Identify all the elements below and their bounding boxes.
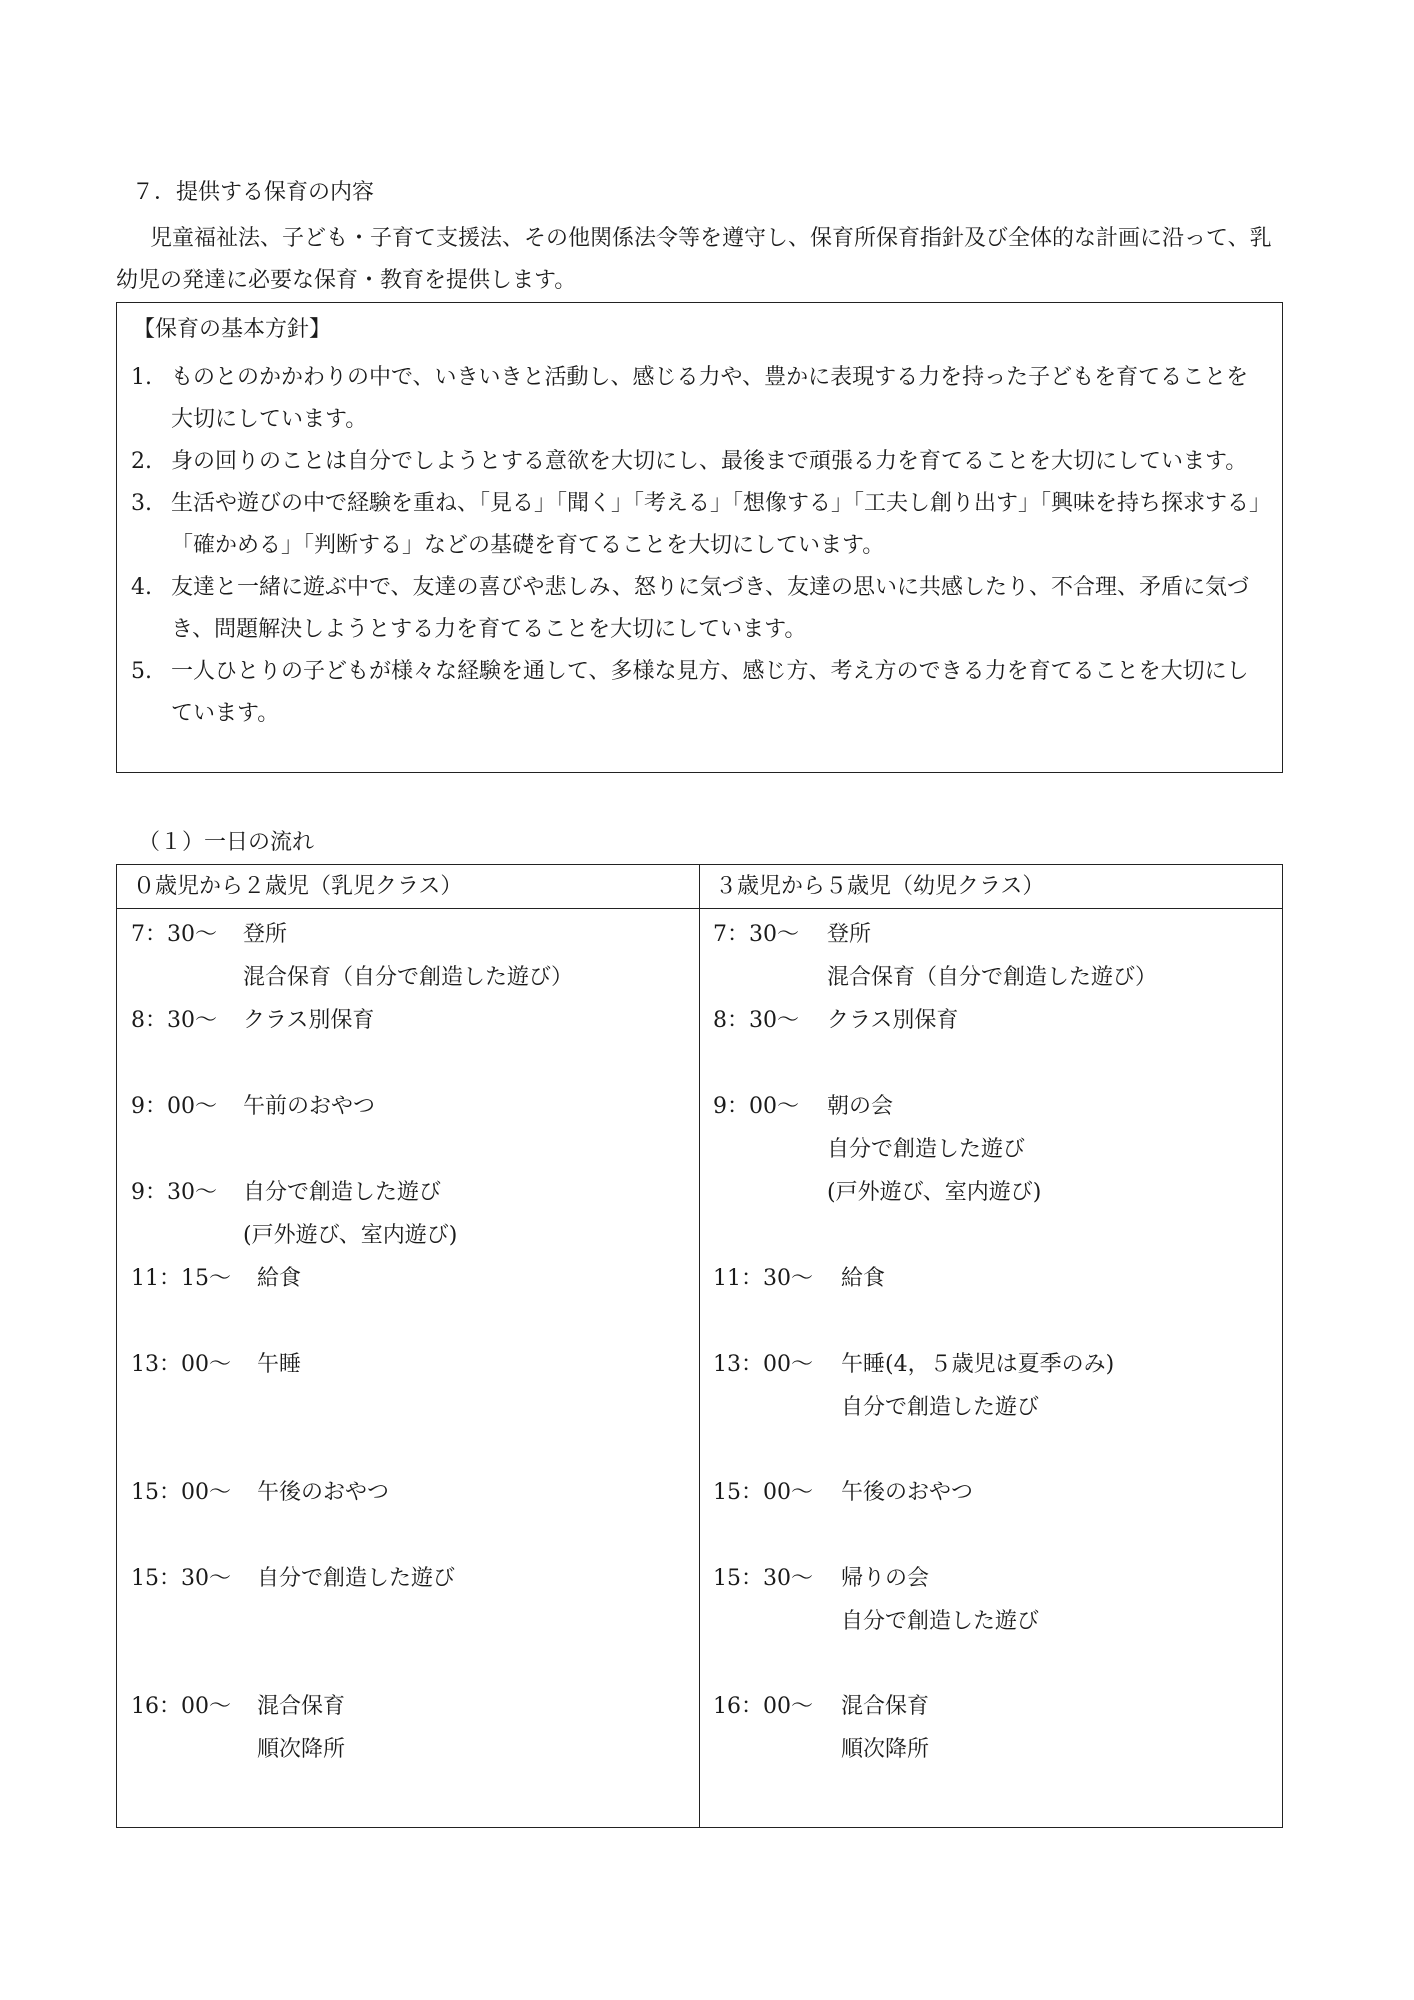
- schedule-activity: 午睡(4，５歳児は夏季のみ): [841, 1352, 1115, 1377]
- schedule-activity: 自分で創造した遊び: [257, 1566, 456, 1591]
- schedule-time: 13：00～: [713, 1352, 813, 1377]
- policy-item-number: 3.: [131, 491, 152, 516]
- schedule-activity-detail: 自分で創造した遊び: [841, 1609, 1040, 1634]
- schedule-activity: 朝の会: [827, 1094, 894, 1119]
- policy-item-number: 2.: [131, 449, 152, 474]
- schedule-activity-detail: 混合保育（自分で創造した遊び）: [827, 965, 1158, 990]
- column-divider: [699, 865, 700, 1827]
- schedule-time: 7：30～: [131, 922, 217, 947]
- policy-item: [131, 357, 1268, 441]
- schedule-activity-detail: (戸外遊び、室内遊び): [243, 1223, 458, 1248]
- policy-item: [131, 441, 1268, 483]
- schedule-time: 9：00～: [713, 1094, 799, 1119]
- schedule-activity: 午睡: [257, 1352, 302, 1377]
- policy-box: [116, 302, 1283, 773]
- infant-column-header: ０歳児から２歳児（乳児クラス）: [117, 865, 699, 909]
- schedule-time: 15：00～: [713, 1480, 813, 1505]
- schedule-activity: 帰りの会: [841, 1566, 930, 1591]
- policy-item-text: ものとのかかわりの中で、いきいきと活動し、感じる力や、豊かに表現する力を持った子どもを育てることを大切にしています。: [171, 365, 1249, 432]
- schedule-time: 9：30～: [131, 1180, 217, 1205]
- policy-item-number: 4.: [131, 575, 152, 600]
- toddler-column-header: ３歳児から５歳児（幼児クラス）: [699, 865, 1282, 909]
- schedule-activity: 午前のおやつ: [243, 1094, 376, 1119]
- policy-item-text: 身の回りのことは自分でしようとする意欲を大切にし、最後まで頑張る力を育てることを大切にしています。: [171, 449, 1248, 474]
- schedule-time: 16：00～: [131, 1694, 231, 1719]
- schedule-activity: 給食: [841, 1266, 886, 1291]
- schedule-activity-detail: 混合保育（自分で創造した遊び）: [243, 965, 574, 990]
- schedule-activity: 混合保育: [257, 1694, 346, 1719]
- schedule-time: 15：30～: [131, 1566, 231, 1591]
- policy-item-text: 一人ひとりの子どもが様々な経験を通して、多様な見方、感じ方、考え方のできる力を育てることを大切にしています。: [171, 659, 1249, 726]
- schedule-activity: 午後のおやつ: [841, 1480, 974, 1505]
- policy-item: [131, 567, 1268, 651]
- schedule-time: 11：15～: [131, 1266, 231, 1291]
- schedule-activity: クラス別保育: [243, 1008, 375, 1033]
- schedule-activity: 自分で創造した遊び: [243, 1180, 442, 1205]
- schedule-activity: クラス別保育: [827, 1008, 959, 1033]
- schedule-time: 15：30～: [713, 1566, 813, 1591]
- policy-heading: 【保育の基本方針】: [133, 317, 332, 342]
- policy-item-text: 生活や遊びの中で経験を重ね、「見る」「聞く」「考える」「想像する」「工夫し創り出す」「興味を持ち探求する」「確かめる」「判断する」などの基礎を育てることを大切にしています。: [171, 491, 1261, 558]
- schedule-caption: （１）一日の流れ: [138, 830, 315, 855]
- schedule-activity: 午後のおやつ: [257, 1480, 390, 1505]
- policy-item-number: 1.: [131, 365, 152, 390]
- schedule-time: 11：30～: [713, 1266, 813, 1291]
- schedule-activity: 混合保育: [841, 1694, 930, 1719]
- intro-paragraph: 児童福祉法、子ども・子育て支援法、その他関係法令等を遵守し、保育所保育指針及び全体的な計画に沿って、乳幼児の発達に必要な保育・教育を提供します。: [116, 226, 1272, 293]
- daily-schedule-table: [116, 864, 1283, 1828]
- schedule-time: 8：30～: [131, 1008, 217, 1033]
- policy-item-text: 友達と一緒に遊ぶ中で、友達の喜びや悲しみ、怒りに気づき、友達の思いに共感したり、不合理、矛盾に気づき、問題解決しようとする力を育てることを大切にしています。: [171, 575, 1250, 642]
- policy-item: [131, 651, 1268, 735]
- schedule-time: 16：00～: [713, 1694, 813, 1719]
- schedule-time: 9：00～: [131, 1094, 217, 1119]
- policy-list: [131, 357, 1268, 735]
- policy-item: [131, 483, 1268, 567]
- schedule-activity-detail: 順次降所: [841, 1737, 930, 1762]
- schedule-time: 13：00～: [131, 1352, 231, 1377]
- schedule-time: 15：00～: [131, 1480, 231, 1505]
- schedule-time: 7：30～: [713, 922, 799, 947]
- schedule-activity-detail: (戸外遊び、室内遊び): [827, 1180, 1042, 1205]
- schedule-activity: 登所: [243, 922, 288, 947]
- schedule-time: 8：30～: [713, 1008, 799, 1033]
- schedule-activity-detail: 自分で創造した遊び: [827, 1137, 1026, 1162]
- policy-item-number: 5.: [131, 659, 152, 684]
- schedule-activity-detail: 自分で創造した遊び: [841, 1395, 1040, 1420]
- schedule-activity-detail: 順次降所: [257, 1737, 346, 1762]
- section-title: ７．提供する保育の内容: [132, 180, 375, 205]
- schedule-activity: 登所: [827, 922, 872, 947]
- schedule-activity: 給食: [257, 1266, 302, 1291]
